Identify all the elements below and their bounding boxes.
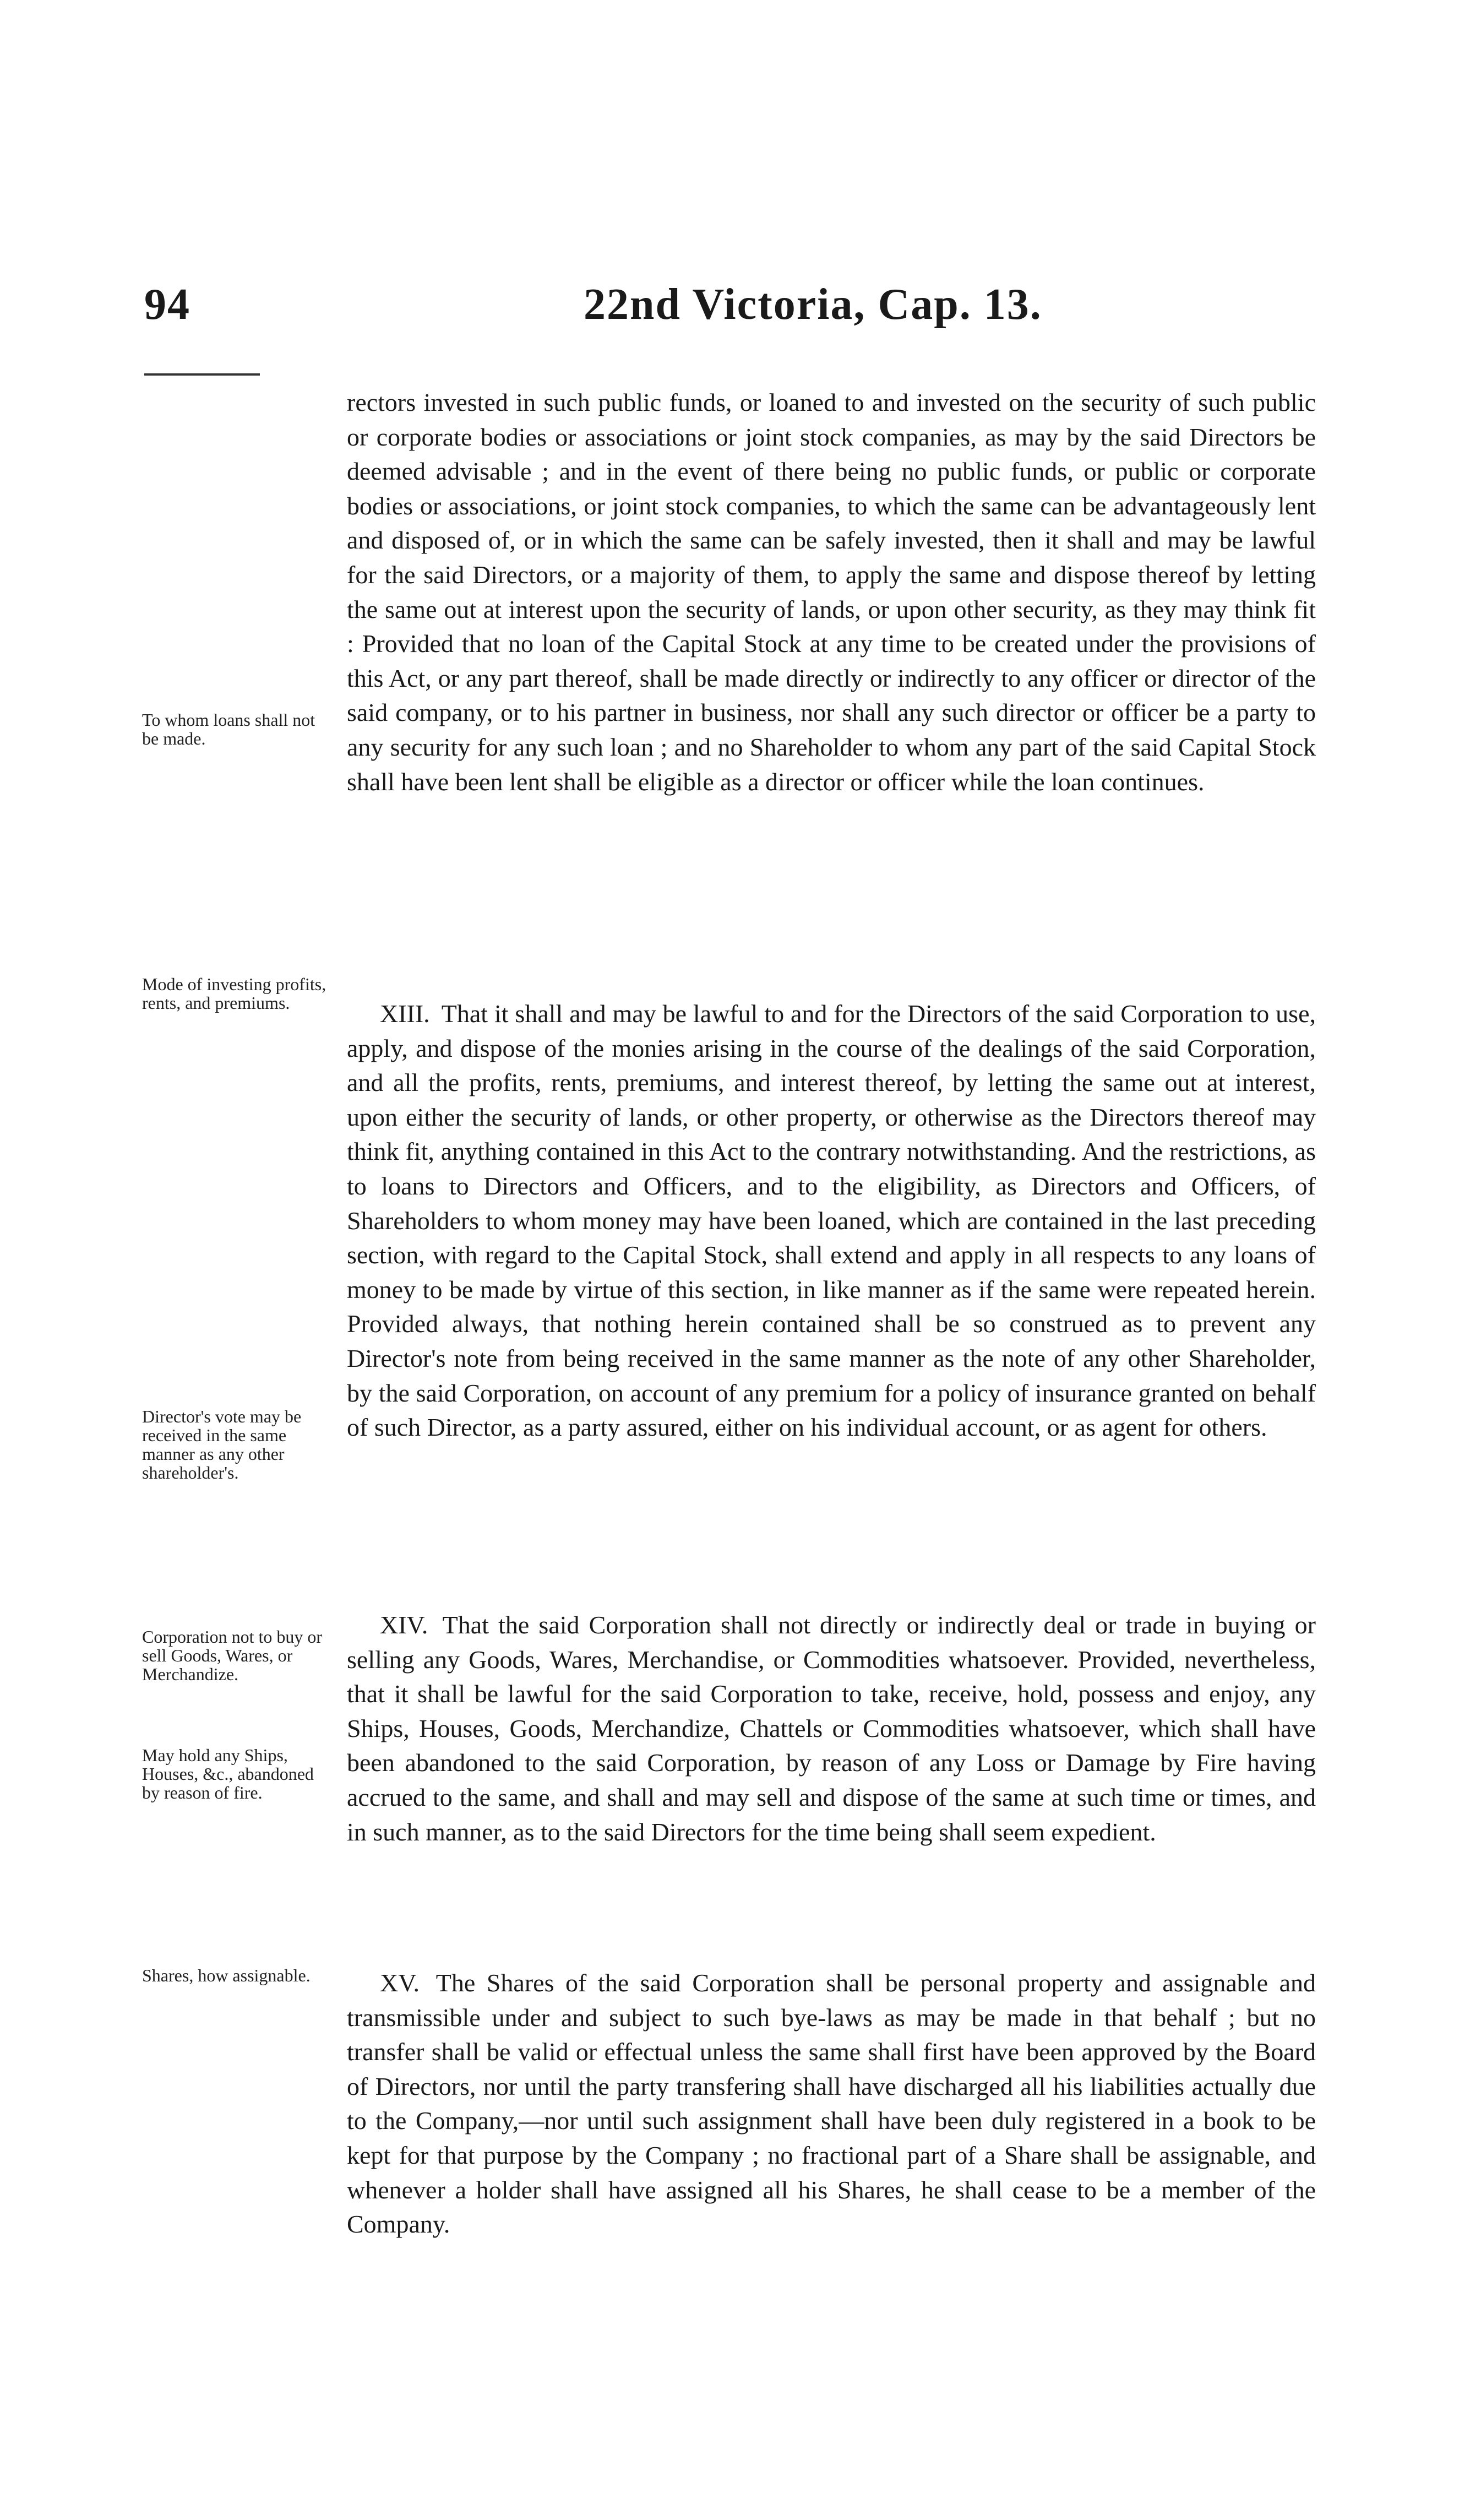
section-14-number: XIV. bbox=[380, 1611, 428, 1639]
margin-note-investing: Mode of investing profits, rents, and premiums. bbox=[142, 974, 326, 1013]
section-15-paragraph bbox=[347, 1966, 1316, 2242]
section-13 bbox=[347, 997, 1316, 1445]
section-14 bbox=[347, 1608, 1316, 1849]
section-15-number: XV. bbox=[380, 1969, 420, 1997]
page-number: 94 bbox=[144, 280, 190, 329]
header-rule bbox=[144, 373, 260, 376]
margin-note-shares: Shares, how assignable. bbox=[142, 1965, 311, 1985]
page-header bbox=[0, 280, 1481, 346]
section-13-number: XIII. bbox=[380, 1000, 430, 1028]
section-14-text: That the said Corporation shall not directly or indirectly deal or trade in buying or selling any Goods, Wares, Merchandise, or Commodities whatsoever. Provided, nevertheless, that it shall be lawful for the said Corporation to take, receive, hold, possess and enjoy, any Ships, Houses, Goods, Merchandize, Chattels or Commodities whatsoever, which shall have been abandoned to the said Corporation, by reason of any Loss or Damage by Fire having accrued to the same, and shall and may sell and dispose of the same at such time or times, and in such manner, as to the said Directors for the time being shall seem expedient. bbox=[347, 1611, 1316, 1846]
section-15-text: The Shares of the said Corporation shall be personal property and assignable and transmissible under and subject to such bye-laws as may be made in that behalf ; but no transfer shall be valid or effectual unless the same shall first have been approved by the Board of Directors, nor until the party transfering shall have discharged all his liabilities actually due to the Company,—nor until such assignment shall have been duly registered in a book to be kept for that purpose by the Company ; no fractional part of a Share shall be assignable, and whenever a holder shall have assigned all his Shares, he shall cease to be a member of the Company. bbox=[347, 1969, 1316, 2239]
running-title: 22nd Victoria, Cap. 13. bbox=[584, 280, 1042, 329]
continuation-text: rectors invested in such public funds, or loaned to and invested on the security of such public or corporate bodies or associations or joint stock companies, as may by the said Directors be deemed advisable ; and in the event of there being no public funds, or public or corporate bodies or associations, or joint stock companies, to which the same can be advantageously lent and disposed of, or in which the same can be safely invested, then it shall and may be lawful for the said Directors, or a majority of them, to apply the same and dispose thereof by letting the same out at interest upon the security of lands, or upon other security, as they may think fit : Provided that no loan of the Capital Stock at any time to be created under the provisions of this Act, or any part thereof, shall be made directly or indirectly to any officer or director of the said company, or to his partner in business, nor shall any such director or officer be a party to any security for any such loan ; and no Shareholder to whom any part of the said Capital Stock shall have been lent shall be eligible as a director or officer while the loan continues. bbox=[347, 388, 1316, 796]
margin-note-director-vote: Director's vote may be received in the same manner as any other shareholder's. bbox=[142, 1406, 302, 1482]
margin-note-trade: Corporation not to buy or sell Goods, Wares, or Merchandize. bbox=[142, 1627, 323, 1684]
section-14-paragraph bbox=[347, 1608, 1316, 1849]
section-15 bbox=[347, 1966, 1316, 2242]
margin-note-loans: To whom loans shall not be made. bbox=[142, 710, 315, 748]
section-13-paragraph bbox=[347, 997, 1316, 1445]
continuation-paragraph bbox=[347, 385, 1316, 799]
margin-note-abandoned: May hold any Ships, Houses, &c., abandoned by reason of fire. bbox=[142, 1745, 314, 1802]
section-13-text: That it shall and may be lawful to and for the Directors of the said Corporation to use, apply, and dispose of the monies arising in the course of the dealings of the said Corporation, and all the profits, rents, premiums, and interest thereof, by letting the same out at interest, upon either the security of lands, or other property, or otherwise as the Directors thereof may think fit, anything contained in this Act to the contrary notwithstanding. And the restrictions, as to loans to Directors and Officers, and to the eligibility, as Directors and Officers, of Shareholders to whom money may have been loaned, which are contained in the last preceding section, with regard to the Capital Stock, shall extend and apply in all respects to any loans of money to be made by virtue of this section, in like manner as if the same were repeated herein. Provided always, that nothing herein contained shall be so construed as to prevent any Director's note from being received in the same manner as the note of any other Shareholder, by the said Corporation, on account of any premium for a policy of insurance granted on behalf of such Director, as a party assured, either on his individual account, or as agent for others. bbox=[347, 1000, 1316, 1442]
